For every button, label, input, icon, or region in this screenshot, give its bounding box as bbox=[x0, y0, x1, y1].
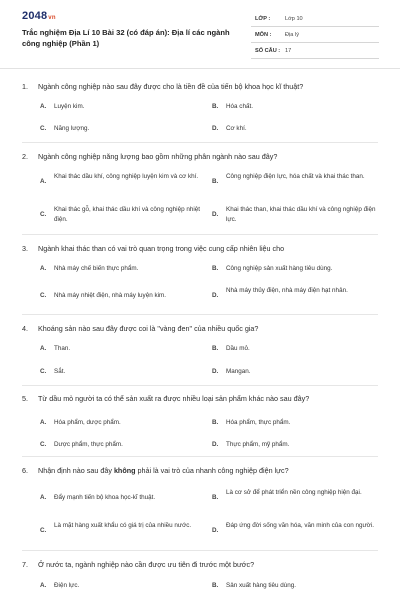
question-stem: 5. Từ dầu mỏ người ta có thể sản xuất ra được nhiều loại sản phẩm khác nào sau đây? bbox=[22, 394, 310, 403]
document-title: Trắc nghiệm Địa Lí 10 Bài 32 (có đáp án): Địa lí các ngành công nghiệp (Phần 1) bbox=[22, 28, 230, 48]
question-divider bbox=[22, 314, 378, 315]
question-stem: 7. Ở nước ta, ngành nghiệp nào cần được ưu tiên đi trước một bước? bbox=[22, 560, 255, 569]
question-stem: 6. Nhận định nào sau đây không phải là vai trò của nhanh công nghiệp điện lực? bbox=[22, 466, 289, 475]
question-divider bbox=[22, 456, 378, 457]
question-stem: 4. Khoáng sản nào sau đây được coi là "vàng đen" của nhiều quốc gia? bbox=[22, 324, 259, 333]
meta-table bbox=[251, 12, 379, 60]
site-logo[interactable]: 2048vn bbox=[22, 10, 56, 22]
header-divider bbox=[0, 68, 400, 69]
meta-row-class: LỚP : Lớp 10 bbox=[251, 12, 379, 27]
question-divider bbox=[22, 142, 378, 143]
question-stem: 1. Ngành công nghiệp nào sau đây được cho là tiền đề của tiến bộ khoa học kĩ thuật? bbox=[22, 82, 304, 91]
question-stem: 3. Ngành khai thác than có vai trò quan trọng trong việc cung cấp nhiên liệu cho bbox=[22, 244, 285, 253]
question-divider bbox=[22, 385, 378, 386]
question-divider bbox=[22, 550, 378, 551]
question-divider bbox=[22, 234, 378, 235]
meta-row-subject: MÔN : Địa lý bbox=[251, 28, 379, 43]
document-header bbox=[0, 0, 400, 68]
meta-row-count: SỐ CÂU : 17 bbox=[251, 44, 379, 59]
question-stem: 2. Ngành công nghiệp năng lượng bao gồm những phân ngành nào sau đây? bbox=[22, 152, 278, 161]
